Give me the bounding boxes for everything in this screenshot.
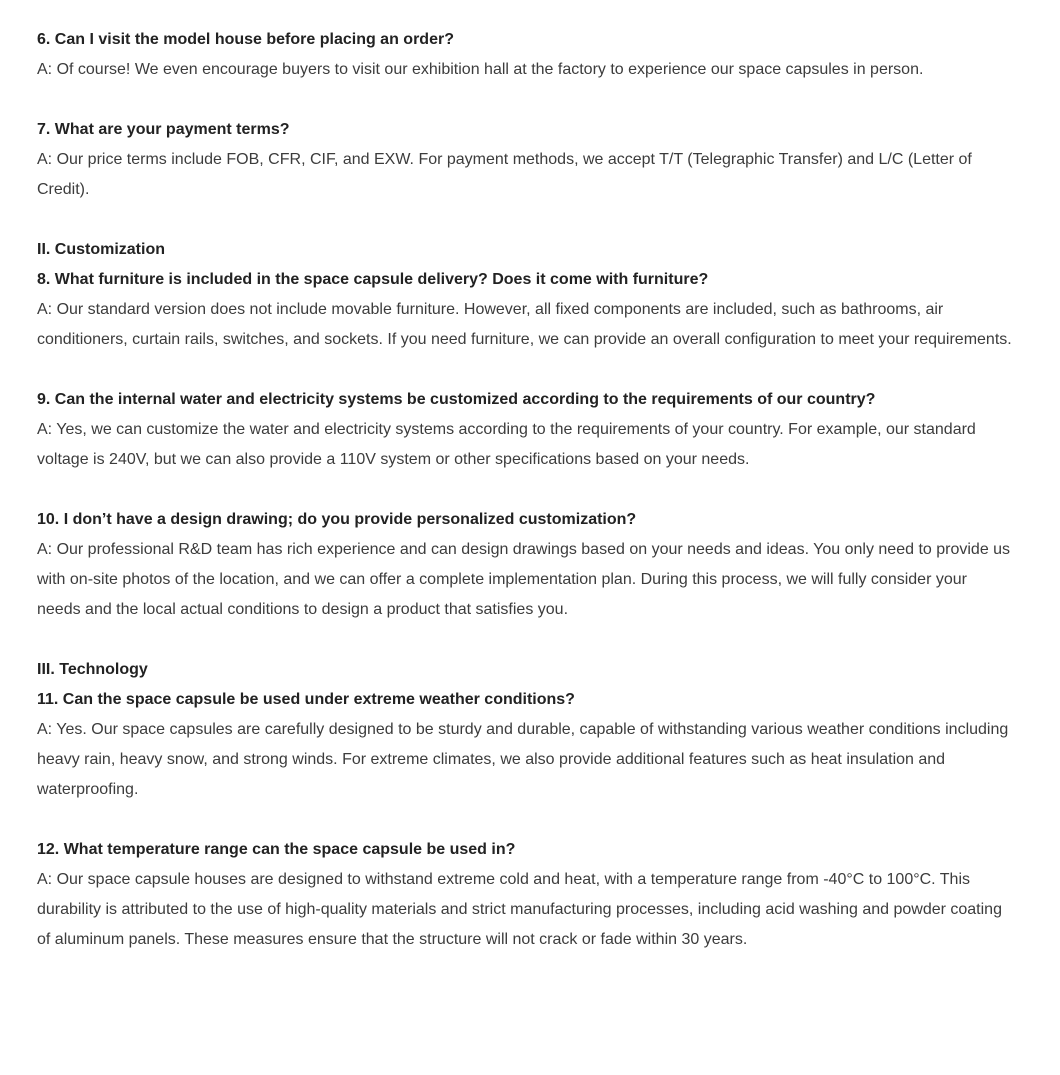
faq-question: 8. What furniture is included in the space capsule delivery? Does it come with furniture? [37, 271, 709, 288]
faq-answer: A: Our space capsule houses are designed to withstand extreme cold and heat, with a temperature range from -40°C to 100°C. This durability is attributed to the use of high-quality materials and strict manufacturing processes, including acid washing and powder coating of aluminum panels. These measures ensure that the structure will not crack or fade within 30 years. [37, 871, 1002, 948]
faq-item [37, 655, 1013, 805]
faq-item [37, 835, 1013, 955]
faq-question: 12. What temperature range can the space capsule be used in? [37, 841, 516, 858]
section-heading: III. Technology [37, 661, 148, 678]
faq-item [37, 235, 1013, 355]
faq-item [37, 115, 1013, 205]
faq-answer: A: Yes, we can customize the water and electricity systems according to the requirements of your country. For example, our standard voltage is 240V, but we can also provide a 110V system or other specifications based on your needs. [37, 421, 976, 468]
faq-item [37, 505, 1013, 625]
faq-answer: A: Our professional R&D team has rich experience and can design drawings based on your needs and ideas. You only need to provide us with on-site photos of the location, and we can offer a complete implementation plan. During this process, we will fully consider your needs and the local actual conditions to design a product that satisfies you. [37, 541, 1011, 618]
faq-question: 10. I don’t have a design drawing; do you provide personalized customization? [37, 511, 637, 528]
faq-question: 7. What are your payment terms? [37, 121, 290, 138]
faq-question: 9. Can the internal water and electricity systems be customized according to the requirements of our country? [37, 391, 876, 408]
faq-answer: A: Our price terms include FOB, CFR, CIF, and EXW. For payment methods, we accept T/T (Telegraphic Transfer) and L/C (Letter of Credit). [37, 151, 972, 198]
faq-question: 6. Can I visit the model house before placing an order? [37, 31, 454, 48]
faq-question: 11. Can the space capsule be used under extreme weather conditions? [37, 691, 575, 708]
section-heading: II. Customization [37, 241, 165, 258]
faq-item [37, 25, 1013, 85]
faq-item [37, 385, 1013, 475]
faq-answer: A: Of course! We even encourage buyers to visit our exhibition hall at the factory to experience our space capsules in person. [37, 61, 924, 78]
faq-answer: A: Our standard version does not include movable furniture. However, all fixed components are included, such as bathrooms, air conditioners, curtain rails, switches, and sockets. If you need furniture, we can provide an overall configuration to meet your requirements. [37, 301, 1012, 348]
faq-answer: A: Yes. Our space capsules are carefully designed to be sturdy and durable, capable of withstanding various weather conditions including heavy rain, heavy snow, and strong winds. For extreme climates, we also provide additional features such as heat insulation and waterproofing. [37, 721, 1009, 798]
